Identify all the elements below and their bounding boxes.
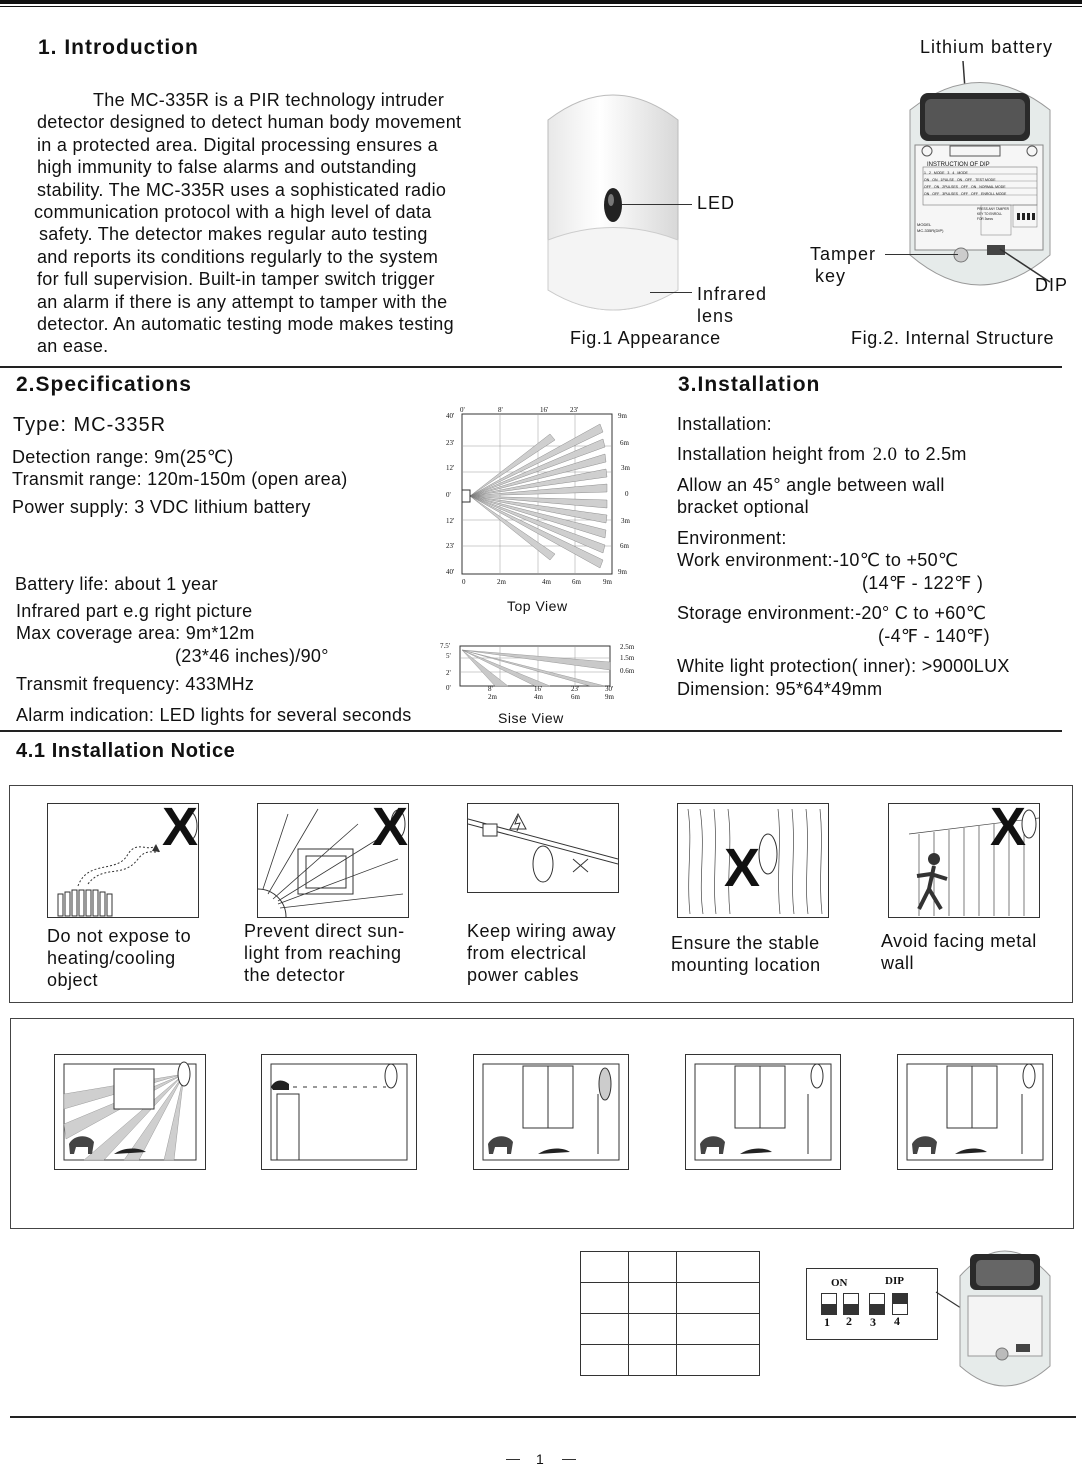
tv-left-label: 12' <box>446 464 455 472</box>
side-view-caption: Sise View <box>498 710 564 726</box>
sv-bottom-label2: 6m <box>571 693 580 701</box>
dip-panel-row <box>924 177 1040 184</box>
tv-right-label: 3m <box>621 464 630 472</box>
tv-top-label: 23' <box>570 406 579 414</box>
dip-switch-2[interactable] <box>843 1293 859 1315</box>
dip-panel-model-label: MODEL <box>917 222 932 227</box>
tv-right-label: 6m <box>620 542 629 550</box>
intro-line: an alarm if there is any attempt to tamper with the <box>37 291 448 312</box>
dip-switch-box <box>806 1268 938 1340</box>
dip-cell: OFF <box>932 192 940 196</box>
lens-label-line1: Infrared <box>697 284 768 304</box>
dip-panel-row <box>924 191 1040 198</box>
top-border-thin <box>0 6 1082 7</box>
dip-switch-1[interactable] <box>821 1293 837 1315</box>
table-row <box>581 1345 760 1376</box>
lens-pointer <box>650 292 692 293</box>
dip-switch-knob <box>844 1304 858 1314</box>
sv-bottom-label: 8' <box>488 685 493 693</box>
dip-cell: ON <box>932 178 938 182</box>
sv-bottom-label: 16' <box>534 685 543 693</box>
page-number: 1 <box>536 1451 544 1467</box>
intro-line: in a protected area. Digital processing ensures a <box>37 134 438 155</box>
dip-switch-4[interactable] <box>892 1293 908 1315</box>
dip-switch-knob <box>822 1304 836 1314</box>
install-title: 3.Installation <box>678 373 821 396</box>
detector-open-image <box>950 1236 1060 1396</box>
notice-caption-1: Do not expose to heating/cooling object <box>47 926 192 990</box>
tv-bottom-label: 2m <box>497 578 506 586</box>
dip-settings-table <box>580 1251 760 1376</box>
page-number-dash-right <box>562 1459 576 1460</box>
table-cell <box>629 1314 677 1345</box>
table-cell <box>629 1283 677 1314</box>
fig2-caption: Fig.2. Internal Structure <box>851 328 1055 348</box>
dip-panel-col: 1 <box>924 171 926 175</box>
tv-left-label: 23' <box>446 542 455 550</box>
install-height-value: 2.0 <box>872 444 898 465</box>
dip-cell: OFF <box>965 178 973 182</box>
dip-panel-table <box>924 170 1040 198</box>
notice-x-mark: X <box>372 797 409 857</box>
table-row <box>581 1252 760 1283</box>
dip-switch-knob <box>893 1294 907 1304</box>
spec-alarm: Alarm indication: LED lights for several seconds <box>16 705 412 725</box>
dip-number: 2 <box>846 1314 852 1328</box>
notice-caption-5: Avoid facing metal wall <box>881 931 1037 973</box>
dip-panel-header <box>924 170 1040 177</box>
tv-left-label: 0' <box>446 491 451 499</box>
intro-title: 1. Introduction <box>38 36 199 59</box>
notice-caption-2: Prevent direct sun- light from reaching the detector <box>244 921 405 985</box>
tamper-label-line1: Tamper <box>810 244 877 264</box>
sv-right-label: 0.6m <box>620 667 635 675</box>
intro-line: detector designed to detect human body movement <box>37 112 462 133</box>
sv-bottom-label2: 2m <box>488 693 497 701</box>
install-heading: Installation: <box>677 414 772 434</box>
page-number-dash-left <box>506 1459 520 1460</box>
section-divider <box>0 366 1062 368</box>
tv-right-label: 3m <box>621 517 630 525</box>
intro-line: and reports its conditions regularly to the system <box>37 246 439 267</box>
table-cell <box>629 1345 677 1376</box>
room-illustration-2 <box>261 1054 417 1170</box>
install-height-suffix: to 2.5m <box>904 444 967 464</box>
tv-bottom-label: 4m <box>542 578 551 586</box>
table-cell <box>581 1252 629 1283</box>
dip-cell: OFF <box>961 185 969 189</box>
dip-cell: ON <box>971 185 977 189</box>
dip-cell: 3PULSES <box>942 192 959 196</box>
intro-line: an ease. <box>37 336 109 357</box>
led-label: LED <box>697 193 736 213</box>
dip-cell: ON <box>924 192 930 196</box>
dip-cell: OFF <box>961 192 969 196</box>
intro-line: stability. The MC-335R uses a sophisticated radio <box>37 179 447 200</box>
dip-cell: TEST MODE <box>975 178 996 182</box>
install-storage: Storage environment:-20° C to +60℃ <box>677 603 987 623</box>
sv-left-label: 5' <box>446 652 451 660</box>
tv-right-label: 9m <box>618 568 627 576</box>
table-row <box>581 1283 760 1314</box>
spec-type: Type: MC-335R <box>13 414 167 436</box>
tv-left-label: 40' <box>446 568 455 576</box>
intro-line: safety. The detector makes regular auto testing <box>39 224 428 245</box>
tv-top-label: 16' <box>540 406 549 414</box>
spec-power: Power supply: 3 VDC lithium battery <box>12 497 311 517</box>
table-cell <box>581 1314 629 1345</box>
tv-right-label: 6m <box>620 439 629 447</box>
intro-line: The MC-335R is a PIR technology intruder <box>93 90 445 110</box>
install-dimension: Dimension: 95*64*49mm <box>677 679 883 699</box>
sv-bottom-label: 30' <box>605 685 614 693</box>
battery-label: Lithium battery <box>920 37 1054 57</box>
led-pointer <box>622 204 692 205</box>
install-angle: Allow an 45° angle between wall <box>677 475 945 495</box>
bottom-divider <box>10 1416 1076 1418</box>
specs-title: 2.Specifications <box>16 373 192 396</box>
spec-infrared: Infrared part e.g right picture <box>16 601 253 621</box>
top-border <box>0 0 1082 4</box>
dip-cell: 2PULSES <box>942 185 959 189</box>
tv-right-label: 0 <box>625 490 629 498</box>
notice-x-mark: X <box>990 797 1027 857</box>
sv-bottom-label: 23' <box>571 685 580 693</box>
tv-top-label: 8' <box>498 406 503 414</box>
dip-cell: ON <box>934 185 940 189</box>
dip-panel-model-value: MC-335R(DIP) <box>917 228 944 233</box>
top-view-caption: Top View <box>507 598 568 614</box>
dip-cell: 1PULSE <box>940 178 954 182</box>
spec-frequency: Transmit frequency: 433MHz <box>16 674 255 694</box>
tv-left-label: 23' <box>446 439 455 447</box>
fig1-caption: Fig.1 Appearance <box>570 328 721 348</box>
dip-switch-knob <box>870 1304 884 1314</box>
sv-left-label: 7.5' <box>440 642 451 650</box>
table-cell <box>677 1283 760 1314</box>
dip-title-label: DIP <box>885 1275 904 1287</box>
dip-panel-col: 2 <box>928 171 931 175</box>
install-bracket: bracket optional <box>677 497 809 517</box>
dip-number: 1 <box>824 1315 830 1329</box>
table-row <box>581 1314 760 1345</box>
intro-text <box>34 89 517 358</box>
install-height-prefix: Installation height from <box>677 444 866 464</box>
dip-panel-row <box>924 184 1040 191</box>
dip-cell: OFF <box>924 185 931 189</box>
tv-bottom-label: 0 <box>462 578 466 586</box>
dip-cell: OFF <box>971 192 979 196</box>
top-view-diagram <box>440 404 640 589</box>
install-light: White light protection( inner): >9000LUX <box>677 656 1010 676</box>
spec-transmit-range: Transmit range: 120m-150m (open area) <box>12 469 348 489</box>
intro-line: high immunity to false alarms and outstanding <box>37 157 417 178</box>
dip-switch-3[interactable] <box>869 1293 885 1315</box>
dip-panel-col: MODE <box>957 171 968 175</box>
sv-left-label: 0' <box>446 684 451 692</box>
tamper-pointer <box>885 254 958 255</box>
dip-panel-col: 4 <box>952 171 955 175</box>
notice-caption-4: Ensure the stable mounting location <box>671 933 821 975</box>
install-env: Environment: <box>677 528 787 548</box>
dip-on-label: ON <box>831 1277 848 1289</box>
spec-battery: Battery life: about 1 year <box>15 574 218 594</box>
tv-top-label: 0' <box>460 406 465 414</box>
notice-image-wiring <box>467 803 619 893</box>
table-cell <box>581 1283 629 1314</box>
table-cell <box>677 1314 760 1345</box>
dip-number: 4 <box>894 1314 900 1328</box>
dip-panel-title: INSTRUCTION OF DIP <box>927 162 990 168</box>
notice-x-mark: X <box>724 838 761 898</box>
intro-line: communication protocol with a high level of data <box>34 202 432 223</box>
tv-bottom-label: 6m <box>572 578 581 586</box>
room-illustration-4 <box>685 1054 841 1170</box>
tv-right-label: 9m <box>618 412 627 420</box>
table-cell <box>677 1345 760 1376</box>
notice-title: 4.1 Installation Notice <box>16 740 236 762</box>
spec-coverage: Max coverage area: 9m*12m <box>16 623 255 643</box>
sv-left-label: 2' <box>446 669 451 677</box>
sv-bottom-label2: 9m <box>605 693 614 701</box>
section-divider <box>0 730 1062 732</box>
dip-cell: NORMAL MODE <box>979 185 1006 189</box>
sv-bottom-label2: 4m <box>534 693 543 701</box>
dip-number: 3 <box>870 1315 876 1329</box>
dip-cell: ENROLL MODE <box>981 192 1007 196</box>
install-storage-f: (-4℉ - 140℉) <box>878 626 990 646</box>
table-cell <box>581 1345 629 1376</box>
dip-cell: ON <box>924 178 930 182</box>
tv-left-label: 40' <box>446 412 455 420</box>
dip-panel-note: PRESS ANY TAMPER KEY TO ENROLL FOR 3secs <box>977 207 1009 221</box>
tv-left-label: 12' <box>446 517 455 525</box>
room-illustration-1 <box>54 1054 206 1170</box>
dip-cell: ON <box>956 178 963 182</box>
tamper-label <box>810 243 876 287</box>
notice-caption-3: Keep wiring away from electrical power cables <box>467 921 617 985</box>
room-illustration-3 <box>473 1054 629 1170</box>
dip-panel-col: MODE <box>933 171 945 175</box>
notice-x-mark: X <box>162 797 199 857</box>
install-height <box>677 444 967 466</box>
install-work: Work environment:-10℃ to +50℃ <box>677 550 959 570</box>
install-work-f: (14℉ - 122℉ ) <box>862 573 984 593</box>
room-illustration-5 <box>897 1054 1053 1170</box>
intro-line: for full supervision. Built-in tamper switch trigger <box>37 269 435 290</box>
dip-label: DIP <box>1035 275 1069 295</box>
tamper-label-line2: key <box>815 266 847 286</box>
spec-detection: Detection range: 9m(25℃) <box>12 447 234 467</box>
lens-label <box>697 283 767 327</box>
lens-label-line2: lens <box>697 306 735 326</box>
table-cell <box>677 1252 760 1283</box>
sv-right-label: 2.5m <box>620 643 635 651</box>
spec-coverage-inches: (23*46 inches)/90° <box>175 646 329 666</box>
intro-line: detector. An automatic testing mode makes testing <box>37 314 454 335</box>
tv-bottom-label: 9m <box>603 578 612 586</box>
dip-panel-col: 3 <box>947 171 950 175</box>
sv-right-label: 1.5m <box>620 654 635 662</box>
table-cell <box>629 1252 677 1283</box>
